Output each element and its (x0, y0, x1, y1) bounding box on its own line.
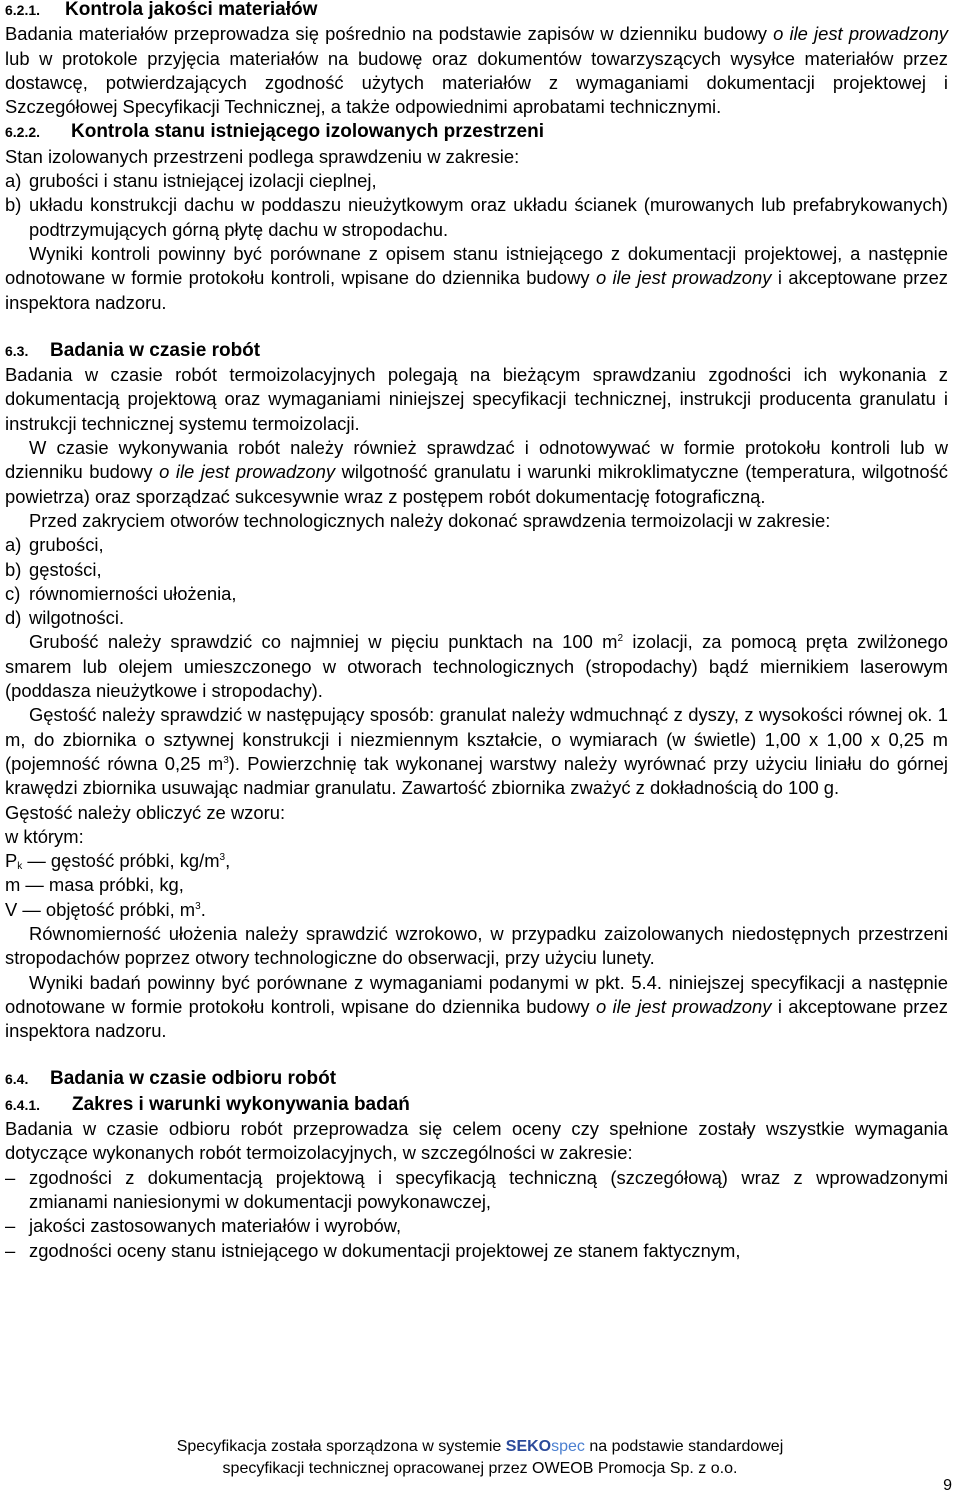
page-footer: Specyfikacja została sporządzona w systemie SEKOspec na podstawie standardowej specyfikacji technicznej opracowanej przez OWEOB Promocja Sp. z o.o. (176, 1438, 784, 1477)
section-number: 6.2.2. (5, 124, 41, 141)
paragraph: Wyniki kontroli powinny być porównane z opisem stanu istniejącego z dokumentacji projektowej, a następnie odnotowane w formie protokołu kontroli, wpisane do dziennika budowy o ile jest prowadzony i akceptowane przez inspektora nadzoru. (5, 242, 948, 313)
italic-phrase: o ile jest prowadzony (595, 267, 772, 289)
section-6-2-1-heading (5, 0, 948, 22)
section-number: 6.2.1. (5, 2, 41, 18)
document-page (5, 0, 948, 1263)
paragraph: Grubość należy sprawdzić co najmniej w pięciu punktach na 100 $m^2$ izolacji, za pomocą pręta zwilżonego smarem lub olejem umieszczonego w otworach technologicznych (stropodachy) bądź miernikiem laserowym (poddasza nieużytkowe i stropodachy). (5, 631, 948, 702)
list-item: – zgodności z dokumentacją projektową i specyfikacją techniczną (szczegółową) wraz z wprowadzonymi zmianami naniesionymi w dokumentacji powykonawczej, (5, 1166, 948, 1212)
variable-definition: $P_k$ — gęstość próbki, $kg/m^3$, (5, 850, 231, 873)
section-title: Zakres i warunki wykonywania badań (72, 1093, 410, 1115)
paragraph: Gęstość należy obliczyć ze wzoru: (5, 801, 286, 823)
variable-definition: m — masa próbki, kg, (5, 874, 184, 896)
section-6-2-2-heading (5, 119, 948, 144)
section-6-4-1-heading (5, 1092, 948, 1117)
paragraph: Równomierność ułożenia należy sprawdzić wzrokowo, w przypadku zaizolowanych niedostępnych przestrzeni stropodachów poprzez otwory technologiczne do obserwacji, przy użyciu lunety. (5, 922, 948, 969)
paragraph: Badania materiałów przeprowadza się pośrednio na podstawie zapisów w dzienniku budowy o ile jest prowadzony lub w protokole przyjęcia materiałów na budowę oraz dokumentów towarzyszących wysyłce materiałów przez dostawcę, potwierdzających zgodność użytych materiałów z wymaganiami dokumentacji projektowej i Szczegółowej Specyfikacji Technicznej, a także odpowiednimi aprobatami technicznymi. (5, 23, 948, 118)
section-title: Badania w czasie odbioru robót (50, 1068, 337, 1090)
section-6-4-heading (5, 1066, 948, 1091)
paragraph: Przed zakryciem otworów technologicznych należy dokonać sprawdzenia termoizolacji w zakresie: (29, 509, 831, 531)
variable-definition: V — objętość próbki, $m^3$. (5, 898, 206, 920)
list-item: c) równomierności ułożenia, (5, 582, 237, 604)
list-item: b) układu konstrukcji dachu w poddaszu nieużytkowym oraz układu ścianek (murowanych lub prefabrykowanych) podtrzymujących górną płytę dachu w stropodachu. (5, 194, 948, 240)
italic-phrase: o ile jest prowadzony (773, 23, 948, 45)
list-item: – jakości zastosowanych materiałów i wyrobów, (5, 1215, 402, 1237)
italic-phrase: o ile jest prowadzony (159, 461, 336, 483)
paragraph: Stan izolowanych przestrzeni podlega sprawdzeniu w zakresie: (5, 145, 520, 167)
list-item: a) grubości, (5, 534, 104, 556)
list-item: – zgodności oceny stanu istniejącego w dokumentacji projektowej ze stanem faktycznym, (5, 1239, 741, 1261)
section-number: 6.3. (5, 342, 29, 359)
paragraph: Badania w czasie robót termoizolacyjnych polegają na bieżącym sprawdzaniu zgodności ich wykonania z dokumentacją projektową oraz wymaganiami niniejszej specyfikacji technicznej, instrukcji producenta granulatu i instrukcji technicznej systemu termoizolacji. (5, 364, 948, 434)
section-6-3-heading (5, 338, 948, 363)
paragraph: Badania w czasie odbioru robót przeprowadza się celem oceny czy spełnione zostały wszystkie wymagania dotyczące wykonanych robót termoizolacyjnych, w szczególności w zakresie: (5, 1118, 948, 1164)
paragraph: w którym: (5, 825, 84, 847)
section-number: 6.4.1. (5, 1096, 41, 1113)
italic-phrase: o ile jest prowadzony (595, 995, 772, 1017)
list-item: d) wilgotności. (5, 607, 125, 629)
paragraph: W czasie wykonywania robót należy również sprawdzać i odnotowywać w formie protokołu kontroli lub w dzienniku budowy o ile jest prowadzony wilgotność granulatu i warunki mikroklimatyczne (temperatura, wilgotność powietrza) oraz sporządzać sukcesywnie wraz z postępem robót dokumentację fotograficzną. (5, 437, 948, 507)
section-title: Badania w czasie robót (50, 339, 261, 361)
section-number: 6.4. (5, 1071, 29, 1088)
page-number: 9 (943, 1477, 952, 1494)
section-title: Kontrola stanu istniejącego izolowanych przestrzeni (71, 121, 544, 143)
section-title: Kontrola jakości materiałów (65, 0, 318, 20)
paragraph: Wyniki badań powinny być porównane z wymaganiami podanymi w pkt. 5.4. niniejszej specyfikacji a następnie odnotowane w formie protokołu kontroli, wpisane do dziennika budowy o ile jest prowadzony i akceptowane przez inspektora nadzoru. (5, 971, 948, 1042)
list-item: a) grubości i stanu istniejącej izolacji cieplnej, (5, 170, 377, 192)
list-item: b) gęstości, (5, 558, 102, 580)
paragraph: Gęstość należy sprawdzić w następujący sposób: granulat należy wdmuchnąć z dyszy, z wysokości równej ok. 1 m, do zbiornika o sztywnej konstrukcji i niezmiennym kształcie, o wymiarach (w świetle) 1,00 x 1,00 x 0,25 m (pojemność równa 0,25 $m^3$). Powierzchnię tak wykonanej warstwy należy wyrównać przy użyciu liniału do górnej krawędzi zbiornika usuwając nadmiar granulatu. Zawartość zbiornika zważyć z dokładnością do 100 g. (5, 704, 948, 799)
sekospec-logo: SEKOspec (505, 1438, 585, 1455)
